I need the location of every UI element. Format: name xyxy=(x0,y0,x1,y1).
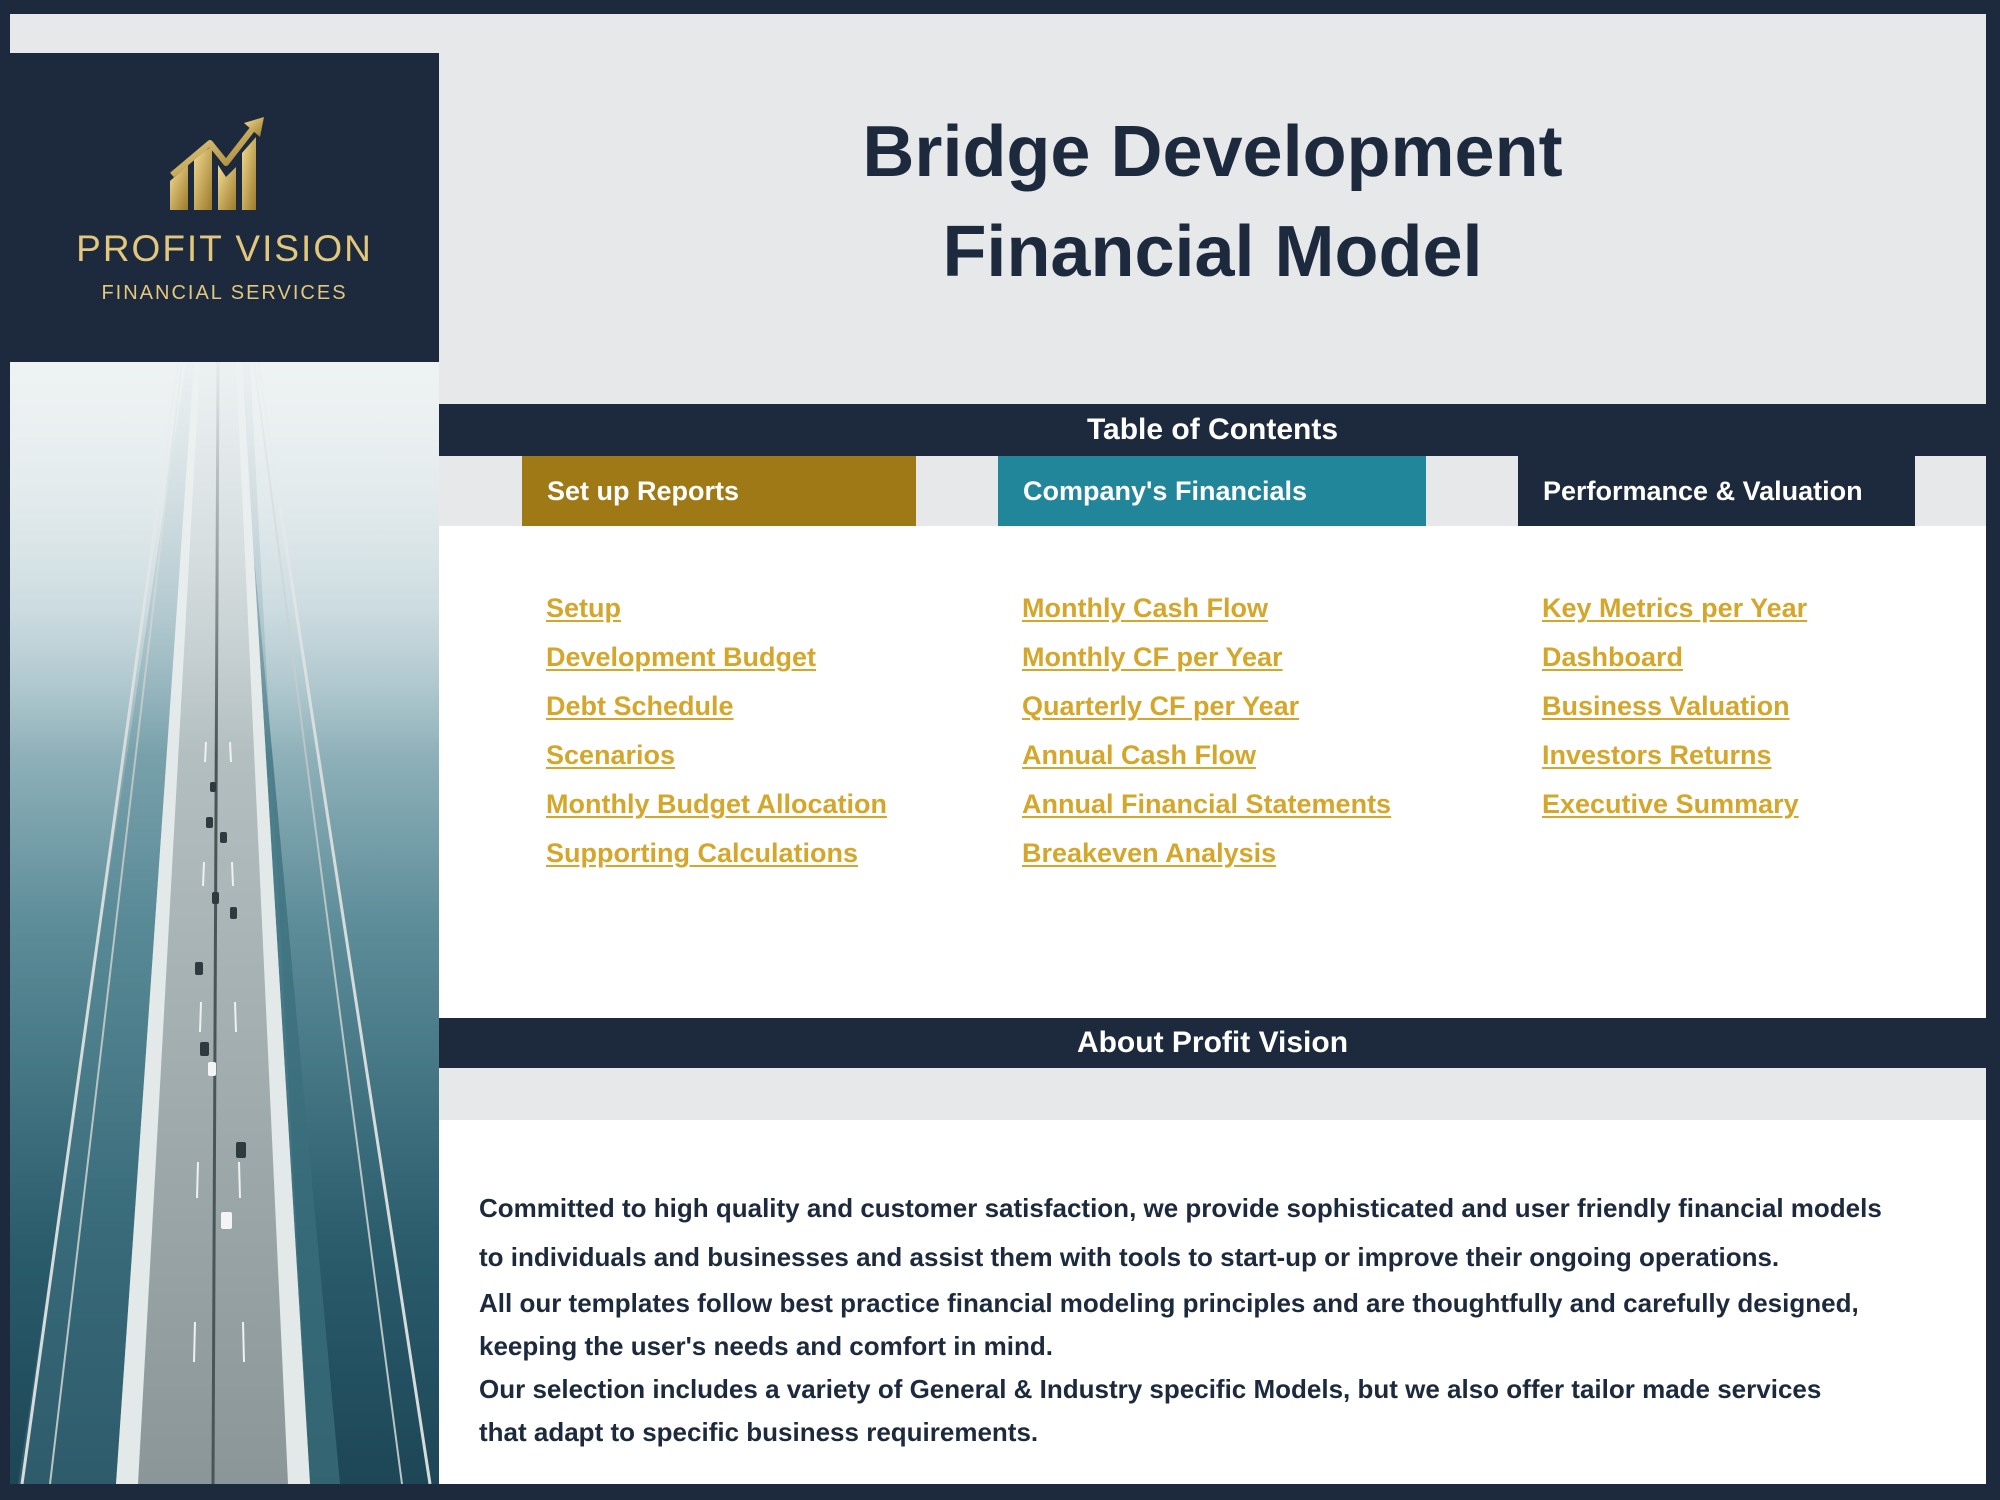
link-supporting-calculations[interactable]: Supporting Calculations xyxy=(546,838,859,868)
brand-tagline: FINANCIAL SERVICES xyxy=(101,282,348,304)
about-line-5: Our selection includes a variety of General & Industry specific Models, but we also offer tailor made services xyxy=(479,1374,1822,1404)
about-line-6: that adapt to specific business requirements. xyxy=(479,1417,1039,1447)
bridge-illustration xyxy=(10,362,439,1484)
link-key-metrics-per-year[interactable]: Key Metrics per Year xyxy=(1542,593,1808,623)
toc-column-headers xyxy=(439,456,1986,526)
workbook-sheet xyxy=(10,14,1986,1484)
link-monthly-cash-flow[interactable]: Monthly Cash Flow xyxy=(1022,593,1268,623)
link-development-budget[interactable]: Development Budget xyxy=(546,642,817,672)
link-annual-financial-statements[interactable]: Annual Financial Statements xyxy=(1022,789,1392,819)
link-monthly-budget-allocation[interactable]: Monthly Budget Allocation xyxy=(546,789,887,819)
link-debt-schedule[interactable]: Debt Schedule xyxy=(546,691,734,721)
about-strip xyxy=(439,1068,1986,1120)
brand-name: PROFIT VISION xyxy=(76,228,373,269)
link-annual-cash-flow[interactable]: Annual Cash Flow xyxy=(1022,740,1257,770)
about-line-2: to individuals and businesses and assist them with tools to start-up or improve their ongoing operations. xyxy=(479,1242,1780,1272)
link-monthly-cf-per-year[interactable]: Monthly CF per Year xyxy=(1022,642,1283,672)
bridge-aerial-photo xyxy=(10,362,439,1484)
link-quarterly-cf-per-year[interactable]: Quarterly CF per Year xyxy=(1022,691,1300,721)
toc-list-companys-financials xyxy=(1022,584,1391,878)
page-title-line-1: Bridge Development xyxy=(862,112,1563,192)
tab-set-up-reports[interactable]: Set up Reports xyxy=(522,456,916,526)
left-panel xyxy=(10,14,439,1484)
link-breakeven-analysis[interactable]: Breakeven Analysis xyxy=(1022,838,1277,868)
page-title-line-2: Financial Model xyxy=(942,212,1483,292)
link-business-valuation[interactable]: Business Valuation xyxy=(1542,691,1790,721)
tab-performance-valuation[interactable]: Performance & Valuation xyxy=(1518,456,1915,526)
rising-bars-arrow-icon xyxy=(168,115,268,215)
title-area xyxy=(439,14,1986,404)
link-executive-summary[interactable]: Executive Summary xyxy=(1542,789,1799,819)
about-line-4: keeping the user's needs and comfort in mind. xyxy=(479,1331,1053,1361)
about-heading: About Profit Vision xyxy=(439,1018,1986,1068)
toc-list-set-up-reports xyxy=(546,584,887,878)
link-investors-returns[interactable]: Investors Returns xyxy=(1542,740,1772,770)
link-dashboard[interactable]: Dashboard xyxy=(1542,642,1684,672)
about-line-1: Committed to high quality and customer satisfaction, we provide sophisticated and user friendly financial models xyxy=(479,1193,1882,1223)
about-text xyxy=(479,1184,1959,1454)
toc-list-performance-valuation xyxy=(1542,584,1807,829)
brand-logo-block xyxy=(10,53,439,362)
main-content xyxy=(439,14,1986,1484)
link-setup[interactable]: Setup xyxy=(546,593,622,623)
link-scenarios[interactable]: Scenarios xyxy=(546,740,676,770)
toc-heading: Table of Contents xyxy=(439,404,1986,456)
about-line-3: All our templates follow best practice financial modeling principles and are thoughtfully and carefully designed, xyxy=(479,1288,1859,1318)
tab-companys-financials[interactable]: Company's Financials xyxy=(998,456,1426,526)
left-top-strip xyxy=(10,14,439,53)
